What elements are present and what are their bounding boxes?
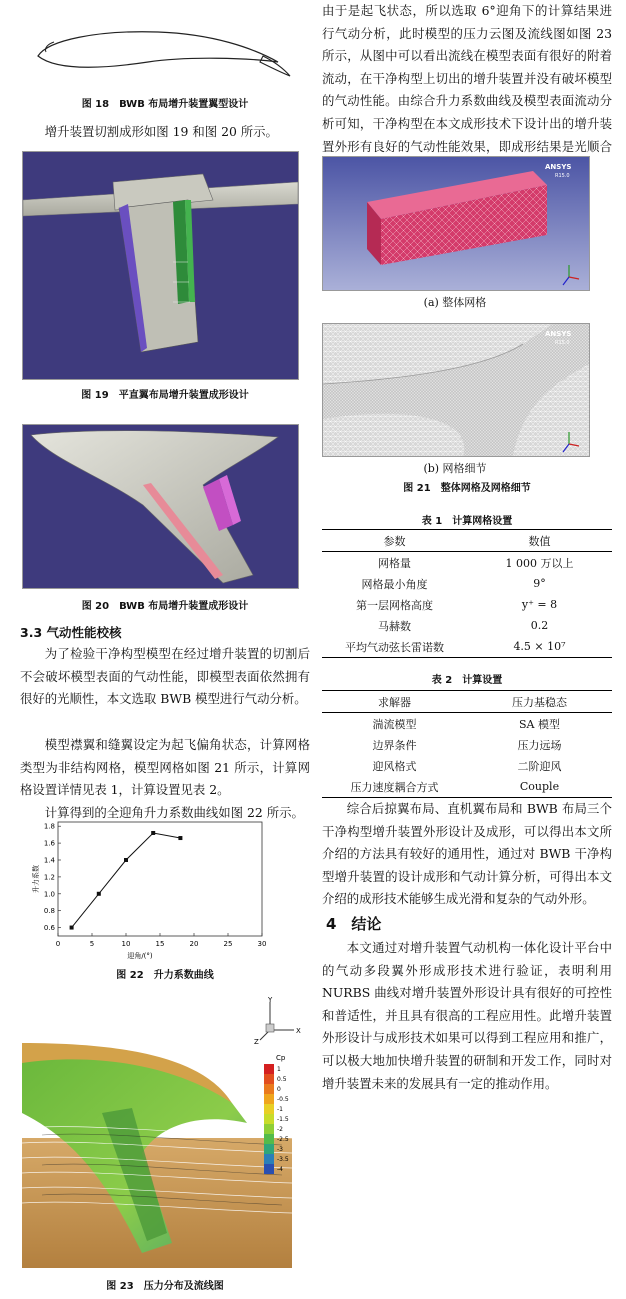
x-tick-label: 5 <box>89 940 95 948</box>
legend-swatch <box>264 1114 274 1124</box>
legend-title: Cp <box>276 1054 286 1062</box>
x-tick-label: 20 <box>189 940 199 948</box>
fig20-caption: 图 20 BWB 布局增升装置成形设计 <box>81 601 249 612</box>
legend-swatch <box>264 1124 274 1134</box>
legend-swatch <box>264 1134 274 1144</box>
data-point <box>124 858 128 862</box>
table-header-row <box>322 691 612 713</box>
y-tick-label: 1.8 <box>43 822 55 831</box>
legend-swatch <box>264 1094 274 1104</box>
ansys-logo-a: ANSYS <box>545 163 572 171</box>
fig21-caption: 图 21 整体网格及网格细节 <box>403 483 531 494</box>
table2-title: 表 2 计算设置 <box>431 675 503 686</box>
fig21a-caption: (a) 整体网格 <box>423 296 487 309</box>
body-paragraph-1: 为了检验干净构型模型在经过增升装置的切割后不会破坏模型表面的气动性能，即模型表面依然拥有很好的光顺性，本文选取 BWB 模型进行气动分析。 <box>20 646 310 707</box>
table-row <box>322 734 612 755</box>
table-cell: y⁺ = 8 <box>521 598 558 611</box>
fig23-axis-triad <box>250 996 310 1046</box>
table-cell: 平均气动弦长雷诺数 <box>322 636 467 658</box>
section-3-3-heading: 3.3 气动性能校核 <box>20 625 122 640</box>
table-header-cell: 数值 <box>467 530 612 552</box>
y-tick-label: 1.4 <box>43 856 55 865</box>
ansys-version-b: R15.0 <box>555 340 570 346</box>
axis-x-label: X <box>296 1027 301 1035</box>
table-header-row <box>322 530 612 552</box>
fig18-airfoil <box>28 18 298 88</box>
table-row <box>322 615 612 636</box>
legend-label: -1.5 <box>277 1116 289 1123</box>
y-tick-label: 1.2 <box>43 873 55 882</box>
table-header-cell: 参数 <box>322 530 467 552</box>
legend-swatch <box>264 1104 274 1114</box>
legend-label: 0.5 <box>277 1076 287 1083</box>
table-row <box>322 636 612 658</box>
table1-title: 表 1 计算网格设置 <box>421 516 513 527</box>
y-tick-label: 1.0 <box>43 890 55 899</box>
series-line <box>72 833 181 928</box>
fig19-caption: 图 19 平直翼布局增升装置成形设计 <box>81 390 249 401</box>
table-header-cell: 压力基稳态 <box>467 691 612 713</box>
table-row <box>322 594 612 615</box>
table-row <box>322 573 612 594</box>
fig21b-mesh-detail-render <box>322 323 590 457</box>
legend-swatch <box>264 1084 274 1094</box>
table-cell: 4.5 × 10⁷ <box>467 636 612 658</box>
data-point <box>151 831 155 835</box>
table-cell: 9° <box>533 577 546 590</box>
fig21a-mesh-render <box>322 156 590 291</box>
legend-swatch <box>264 1074 274 1084</box>
data-point <box>178 836 182 840</box>
x-axis-label: 迎角/(°) <box>127 952 153 960</box>
table-cell: Couple <box>467 776 612 798</box>
fig19-intro-text: 增升装置切割成形如图 19 和图 20 所示。 <box>44 124 278 139</box>
table-row <box>322 776 612 798</box>
axis-triad-icon-a <box>563 265 579 285</box>
ansys-logo-b: ANSYS <box>545 330 572 338</box>
x-tick-label: 10 <box>121 940 131 948</box>
data-point <box>97 892 101 896</box>
table-row <box>322 713 612 735</box>
y-tick-label: 1.6 <box>43 839 55 848</box>
table-header-cell: 求解器 <box>322 691 467 713</box>
table-cell: 网格量 <box>378 556 411 570</box>
legend-label: -3 <box>277 1146 283 1153</box>
legend-swatch <box>264 1154 274 1164</box>
data-point <box>70 926 74 930</box>
table-cell: 边界条件 <box>372 738 417 752</box>
table-cell: 湍流模型 <box>372 717 417 731</box>
table-cell: 第一层网格高度 <box>356 598 433 612</box>
x-tick-label: 0 <box>55 940 61 948</box>
fig20-bwb-render <box>22 424 299 589</box>
ansys-version-a: R15.0 <box>555 173 570 179</box>
fig23-pressure-render <box>22 1043 292 1268</box>
right-top-paragraph: 由于是起飞状态，所以选取 6°迎角下的计算结果进行气动分析，此时模型的压力云图及流线图如图 23 所示，从图中可以看出流线在模型表面有很好的附着流动，在干净构型上切出的增升装置并没有破坏模型的气动性能。由综合升力系数曲线及模型表面流动分析可知，干净构型在本文成形技术下设计出的增升装置外形有良好的气动性能效果，即成形结果是光顺合 <box>322 3 612 154</box>
legend-swatch <box>264 1144 274 1154</box>
legend-label: -2 <box>277 1126 283 1133</box>
y-axis-label: 升力系数 <box>32 865 40 893</box>
fig22-caption: 图 22 升力系数曲线 <box>116 970 214 981</box>
section-4-heading: 4 结论 <box>326 915 382 933</box>
fig22-lift-chart <box>28 814 290 964</box>
chart-plot-frame <box>58 822 262 936</box>
table-cell: 1 000 万以上 <box>505 556 574 570</box>
table-row <box>322 755 612 776</box>
legend-label: -3.5 <box>277 1156 289 1163</box>
table-cell: 压力速度耦合方式 <box>322 776 467 798</box>
x-tick-label: 25 <box>223 940 233 948</box>
body-paragraph-3: 计算得到的全迎角升力系数曲线如图 22 所示。 <box>44 805 304 820</box>
y-tick-label: 0.8 <box>43 907 55 916</box>
table-cell: SA 模型 <box>519 717 560 731</box>
table1-mesh-settings <box>322 529 612 658</box>
fig18-caption: 图 18 BWB 布局增升装置翼型设计 <box>81 99 249 110</box>
table-cell: 马赫数 <box>378 619 411 633</box>
conclusion-paragraph: 本文通过对增升装置气动机构一体化设计平台中的气动多段翼外形成形技术进行验证，表明利用 NURBS 曲线对增升装置外形设计具有很好的可控性和普适性，并且具有很高的工程应用性。此增升装置外形设计与成形技术如果可以得到工程应用和推广，可以极大地加快增升装置的研制和开发工作，同时对增升装置未来的发展具有一定的推动作用。 <box>322 940 612 1091</box>
table-cell: 网格最小角度 <box>361 577 428 591</box>
summary-paragraph: 综合后掠翼布局、直机翼布局和 BWB 布局三个干净构型增升装置外形设计及成形，可以得出本文所介绍的方法具有较好的通用性，通过对 BWB 干净构型增升装置的设计成形和气动计算分析，可得出本文介绍的成形技术能够生成光滑和复杂的气动外形。 <box>322 801 612 907</box>
table-cell: 压力远场 <box>517 738 562 752</box>
legend-label: -0.5 <box>277 1096 289 1103</box>
x-tick-label: 30 <box>257 940 267 948</box>
fig19-straight-wing-render <box>22 151 299 380</box>
legend-label: -1 <box>277 1106 283 1113</box>
fig23-cp-legend <box>262 1052 302 1176</box>
legend-swatch <box>264 1064 274 1074</box>
table2-calc-settings <box>322 690 612 798</box>
table-row <box>322 552 612 574</box>
table-cell: 0.2 <box>530 619 549 632</box>
axis-z-label: Z <box>254 1038 259 1046</box>
table-cell: 二阶迎风 <box>517 759 562 773</box>
fig23-caption: 图 23 压力分布及流线图 <box>106 1281 224 1292</box>
legend-swatch <box>264 1164 274 1174</box>
legend-label: 0 <box>277 1086 281 1093</box>
axis-y-label: Y <box>268 996 273 1004</box>
legend-label: -2.5 <box>277 1136 289 1143</box>
body-paragraph-2: 模型襟翼和缝翼设定为起飞偏角状态，计算网格类型为非结构网格，模型网格如图 21 所示，计算网格设置详情见表 1，计算设置见表 2。 <box>20 737 310 798</box>
table-cell: 迎风格式 <box>372 759 417 773</box>
x-tick-label: 15 <box>155 940 165 948</box>
fig21b-caption: (b) 网格细节 <box>423 462 487 475</box>
y-tick-label: 0.6 <box>43 924 55 933</box>
legend-label: -4 <box>277 1166 283 1173</box>
legend-label: 1 <box>277 1066 281 1073</box>
